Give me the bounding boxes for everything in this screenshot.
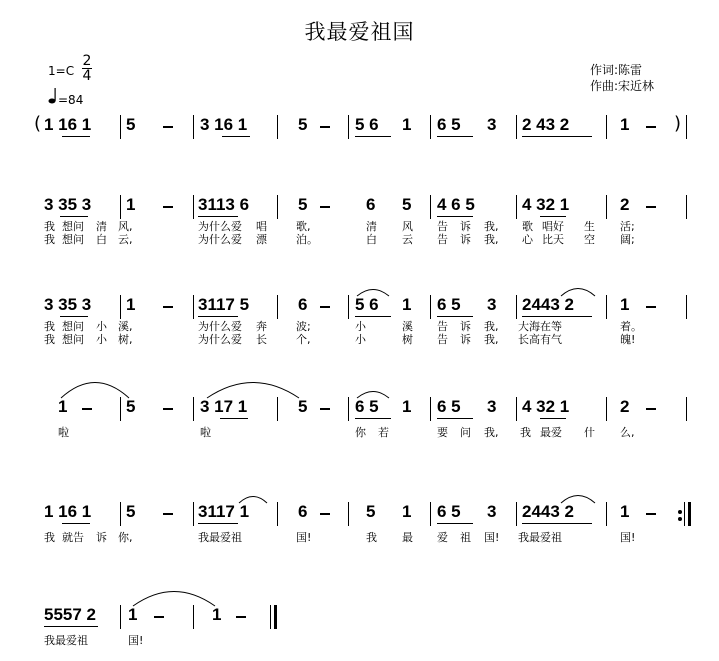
lyric: 个, <box>296 333 311 346</box>
lyric: 空 <box>584 233 595 246</box>
lyric: 我最爱祖 <box>44 634 88 647</box>
lyric: 漂 <box>256 233 267 246</box>
measure: 1 <box>402 397 412 416</box>
quarter-note-icon <box>48 88 58 102</box>
lyric: 最爱 <box>540 426 562 439</box>
lyric: 诉 <box>460 233 471 246</box>
lyric: 清 <box>96 220 107 233</box>
lyric: 奔 <box>256 320 267 333</box>
measure: 1 16 1 <box>44 502 92 521</box>
measure: 1 <box>620 502 630 521</box>
measure: 2443 2 <box>522 295 574 314</box>
lyric: 歌 <box>522 220 533 233</box>
measure: 6 5 <box>437 115 461 134</box>
lyric: 想问 <box>62 320 84 333</box>
lyric: 心 <box>522 233 533 246</box>
lyric: 为什么爱 <box>198 220 242 233</box>
lyric: 活; <box>620 220 635 233</box>
lyric: 清 <box>366 220 377 233</box>
lyric: 什 <box>584 426 595 439</box>
lyric: 小 <box>355 320 366 333</box>
lyric: 长高有气 <box>518 333 562 346</box>
lyric: 国! <box>128 634 144 647</box>
lyric: 你 <box>355 426 366 439</box>
measure: 3117 5 <box>198 295 250 314</box>
measure: 3 <box>487 115 497 134</box>
lyric: 国! <box>296 531 312 544</box>
measure: 3113 6 <box>198 195 250 214</box>
lyric: 为什么爱 <box>198 333 242 346</box>
lyric: 爱 <box>437 531 448 544</box>
song-title: 我最爱祖国 <box>304 20 415 44</box>
measure: 6 5 <box>437 502 461 521</box>
measure: 1 16 1 <box>44 115 92 134</box>
lyric: 唱好 <box>542 220 564 233</box>
lyric: 最 <box>402 531 413 544</box>
measure: 1 <box>58 397 68 416</box>
measure: 6 5 <box>355 397 379 416</box>
lyric: 歌, <box>296 220 311 233</box>
lyric: 我 <box>44 233 55 246</box>
measure: 1 <box>402 502 412 521</box>
measure: 1 <box>126 295 136 314</box>
measure: 5 <box>366 502 376 521</box>
lyric: 风, <box>118 220 133 233</box>
measure: 6 <box>366 195 376 214</box>
lyric: 我 <box>44 333 55 346</box>
score-row-6 <box>0 605 719 650</box>
lyric: 就告 <box>62 531 84 544</box>
lyric: 诉 <box>460 333 471 346</box>
lyric: 想问 <box>62 333 84 346</box>
repeat-paren-open: ( <box>34 113 42 134</box>
lyric: 我, <box>484 233 499 246</box>
lyric: 我, <box>484 333 499 346</box>
lyric: 小 <box>96 333 107 346</box>
measure: 6 <box>298 295 308 314</box>
lyric: 国! <box>484 531 500 544</box>
score-row-4 <box>0 397 719 447</box>
measure: 5 <box>298 115 308 134</box>
lyric: 你, <box>118 531 133 544</box>
lyric: 白 <box>96 233 107 246</box>
slur <box>60 377 130 399</box>
measure: 5 <box>126 115 136 134</box>
measure: 5 6 <box>355 295 379 314</box>
lyric: 我 <box>520 426 531 439</box>
lyric: 诉 <box>96 531 107 544</box>
measure: 2443 2 <box>522 502 574 521</box>
lyric: 我 <box>44 220 55 233</box>
lyric: 长 <box>256 333 267 346</box>
measure: 6 5 <box>437 295 461 314</box>
lyric: 溪, <box>118 320 133 333</box>
measure: 1 <box>402 115 412 134</box>
lyric: 泊。 <box>296 233 318 246</box>
measure: 2 <box>620 397 630 416</box>
lyric: 我, <box>484 426 499 439</box>
lyric: 若 <box>378 426 389 439</box>
lyric: 我, <box>484 220 499 233</box>
lyric: 问 <box>460 426 471 439</box>
lyric: 我 <box>44 531 55 544</box>
slur <box>132 587 216 607</box>
measure: 3 <box>487 397 497 416</box>
lyric: 唱 <box>256 220 267 233</box>
lyric: 要 <box>437 426 448 439</box>
lyric: 大海在等 <box>518 320 562 333</box>
lyric: 我 <box>44 320 55 333</box>
lyric: 小 <box>355 333 366 346</box>
measure: 3 <box>487 502 497 521</box>
composer-credit: 作曲:宋近林 <box>590 79 655 93</box>
lyric: 树 <box>402 333 413 346</box>
lyric: 我最爱祖 <box>198 531 242 544</box>
measure: 3 17 1 <box>200 397 248 416</box>
lyric: 树, <box>118 333 133 346</box>
measure: 4 6 5 <box>437 195 475 214</box>
lyric: 我 <box>366 531 377 544</box>
score-row-2 <box>0 195 719 245</box>
lyric: 诉 <box>460 320 471 333</box>
score-row-5 <box>0 502 719 552</box>
lyric: 么, <box>620 426 635 439</box>
tempo-marking <box>48 88 83 107</box>
lyric: 溪 <box>402 320 413 333</box>
measure: 5557 2 <box>44 605 96 624</box>
lyric: 为什么爱 <box>198 320 242 333</box>
lyric: 白 <box>366 233 377 246</box>
score-row-3 <box>0 295 719 345</box>
lyricist-credit: 作词:陈雷 <box>590 63 643 77</box>
lyric: 啦 <box>200 426 211 439</box>
measure: 3 <box>487 295 497 314</box>
time-signature-bottom: 4 <box>82 68 92 84</box>
credits <box>590 62 654 94</box>
measure: 3 35 3 <box>44 195 92 214</box>
measure: 4 32 1 <box>522 397 570 416</box>
tempo-value: =84 <box>58 93 84 107</box>
lyric: 着。 <box>620 320 642 333</box>
lyric: 告 <box>437 320 448 333</box>
measure: 5 <box>126 397 136 416</box>
lyric: 波; <box>296 320 311 333</box>
measure: 3117 1 <box>198 502 250 521</box>
time-signature-top: 2 <box>82 53 92 69</box>
lyric: 阔; <box>620 233 635 246</box>
lyric: 我最爱祖 <box>518 531 562 544</box>
lyric: 告 <box>437 333 448 346</box>
measure: 5 <box>298 397 308 416</box>
lyric: 想问 <box>62 220 84 233</box>
lyric: 想问 <box>62 233 84 246</box>
lyric: 小 <box>96 320 107 333</box>
lyric: 我, <box>484 320 499 333</box>
lyric: 诉 <box>460 220 471 233</box>
measure: 1 <box>620 115 630 134</box>
measure: 3 35 3 <box>44 295 92 314</box>
key-signature: 1=C <box>48 64 75 78</box>
lyric: 魄! <box>620 333 636 346</box>
measure: 2 <box>620 195 630 214</box>
measure: 6 <box>298 502 308 521</box>
measure: 1 <box>402 295 412 314</box>
measure: 6 5 <box>437 397 461 416</box>
lyric: 风 <box>402 220 413 233</box>
measure: 5 <box>126 502 136 521</box>
lyric: 国! <box>620 531 636 544</box>
lyric: 告 <box>437 220 448 233</box>
slur <box>206 377 300 399</box>
measure: 5 <box>298 195 308 214</box>
measure: 1 <box>620 295 630 314</box>
measure: 1 <box>128 605 138 624</box>
measure: 3 16 1 <box>200 115 248 134</box>
lyric: 比天 <box>542 233 564 246</box>
lyric: 为什么爱 <box>198 233 242 246</box>
lyric: 云, <box>118 233 133 246</box>
measure: 5 6 <box>355 115 379 134</box>
measure: 4 32 1 <box>522 195 570 214</box>
time-signature <box>82 54 92 83</box>
lyric: 祖 <box>460 531 471 544</box>
lyric: 生 <box>584 220 595 233</box>
measure: 2 43 2 <box>522 115 570 134</box>
repeat-dots <box>678 507 682 524</box>
lyric: 啦 <box>58 426 69 439</box>
measure: 1 <box>126 195 136 214</box>
lyric: 告 <box>437 233 448 246</box>
measure: 5 <box>402 195 412 214</box>
measure: 1 <box>212 605 222 624</box>
score-row-1 <box>0 115 719 145</box>
lyric: 云 <box>402 233 413 246</box>
repeat-paren-close: ) <box>674 113 682 134</box>
